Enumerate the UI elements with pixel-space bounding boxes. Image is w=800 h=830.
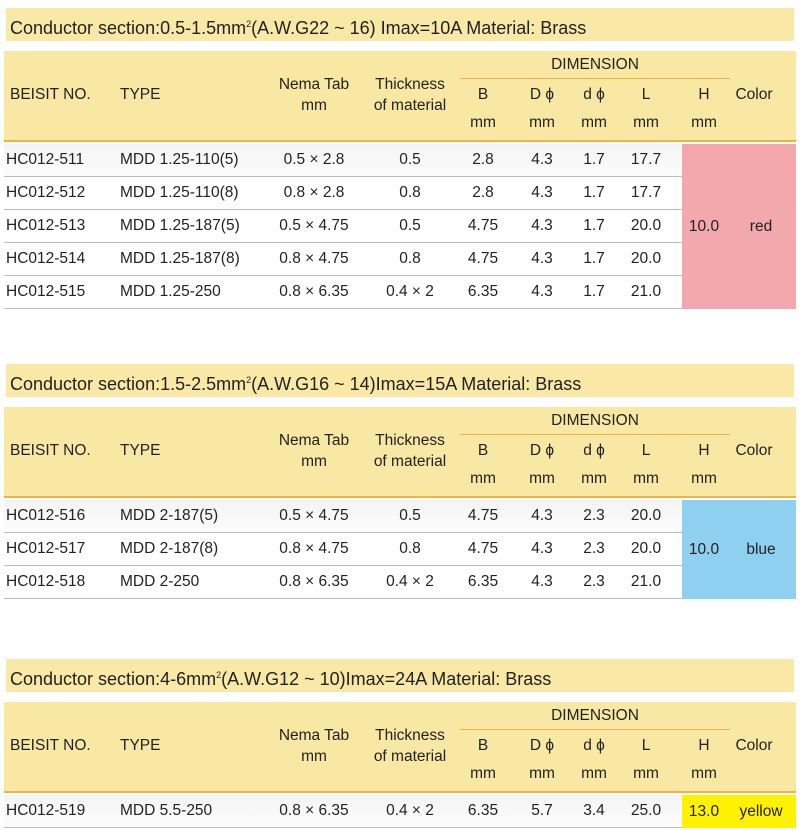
h-value: 10.0 (688, 540, 720, 558)
cell-l: 20.0 (630, 540, 662, 557)
dimension-underline (460, 729, 730, 730)
header-unit-mm: mm (529, 470, 555, 487)
cell-nema-tab: 0.8 × 6.35 (279, 802, 349, 819)
header-unit-mm: mm (470, 114, 496, 131)
cell-type: MDD 1.25-110(5) (120, 151, 239, 168)
cell-thickness: 0.8 (399, 184, 421, 201)
cell-D-phi: 4.3 (531, 283, 553, 300)
header-l: L (641, 442, 651, 459)
header-color: Color (735, 442, 773, 459)
header-l: L (641, 86, 651, 103)
cell-D-phi: 4.3 (531, 217, 553, 234)
cell-beisit-no: HC012-512 (6, 184, 86, 201)
header-type: TYPE (120, 86, 161, 103)
header-nema-tab-unit: mm (301, 97, 327, 114)
table-header (4, 407, 796, 498)
section-title (6, 659, 794, 692)
cell-type: MDD 2-187(5) (120, 507, 219, 524)
cell-nema-tab: 0.5 × 2.8 (283, 151, 345, 168)
header-h: H (698, 86, 710, 103)
table-header (4, 51, 796, 142)
header-unit-mm: mm (529, 114, 555, 131)
cell-l: 20.0 (630, 217, 662, 234)
table-row (4, 500, 682, 533)
title-superscript: 2 (246, 375, 252, 385)
cell-d-phi: 1.7 (583, 217, 605, 234)
cell-D-phi: 4.3 (531, 573, 553, 590)
title-superscript: 2 (246, 19, 252, 29)
header-l: L (641, 737, 651, 754)
table-row (4, 276, 682, 309)
header-type: TYPE (120, 737, 161, 754)
cell-beisit-no: HC012-513 (6, 217, 86, 234)
cell-b: 4.75 (467, 507, 499, 524)
dimension-underline (460, 434, 730, 435)
header-nema-tab: Nema Tab (278, 432, 350, 449)
cell-l: 21.0 (630, 283, 662, 300)
header-unit-mm: mm (529, 765, 555, 782)
header-thickness-material: of material (373, 97, 447, 114)
cell-D-phi: 4.3 (531, 151, 553, 168)
cell-thickness: 0.4 × 2 (386, 573, 434, 590)
cell-beisit-no: HC012-517 (6, 540, 86, 557)
cell-l: 21.0 (630, 573, 662, 590)
cell-nema-tab: 0.8 × 4.75 (279, 540, 349, 557)
table-row (4, 210, 682, 243)
table-row (4, 566, 682, 599)
color-name: yellow (739, 802, 783, 820)
dimension-underline (460, 78, 730, 79)
cell-l: 25.0 (630, 802, 662, 819)
cell-d-phi: 2.3 (583, 507, 605, 524)
header-beisit-no: BEISIT NO. (10, 86, 91, 103)
cell-nema-tab: 0.8 × 6.35 (279, 573, 349, 590)
header-unit-mm: mm (470, 765, 496, 782)
color-name: red (749, 217, 773, 235)
header-dimension: DIMENSION (551, 707, 639, 724)
header-type: TYPE (120, 442, 161, 459)
header-thickness-material: of material (373, 748, 447, 765)
cell-nema-tab: 0.8 × 2.8 (283, 184, 345, 201)
cell-thickness: 0.5 (399, 507, 421, 524)
title-superscript: 2 (216, 670, 222, 680)
header-beisit-no: BEISIT NO. (10, 442, 91, 459)
color-swatch-cell (682, 500, 796, 599)
header-unit-mm: mm (633, 470, 659, 487)
cell-D-phi: 5.7 (531, 802, 553, 819)
header-h: H (698, 442, 710, 459)
color-swatch-cell (682, 144, 796, 309)
header-nema-tab-unit: mm (301, 453, 327, 470)
header-D-phi: D ϕ (529, 86, 555, 103)
section-title (6, 8, 794, 41)
header-nema-tab: Nema Tab (278, 76, 350, 93)
cell-b: 6.35 (467, 283, 499, 300)
header-thickness-material: of material (373, 453, 447, 470)
header-unit-mm: mm (633, 114, 659, 131)
cell-beisit-no: HC012-519 (6, 802, 86, 819)
table-row (4, 795, 682, 828)
header-beisit-no: BEISIT NO. (10, 737, 91, 754)
header-unit-mm: mm (691, 114, 717, 131)
header-unit-mm: mm (691, 765, 717, 782)
cell-type: MDD 5.5-250 (120, 802, 213, 819)
cell-b: 4.75 (467, 540, 499, 557)
header-b: B (477, 737, 489, 754)
cell-l: 17.7 (630, 151, 662, 168)
cell-thickness: 0.4 × 2 (386, 802, 434, 819)
header-b: B (477, 442, 489, 459)
header-unit-mm: mm (581, 765, 607, 782)
h-value: 13.0 (688, 802, 720, 820)
cell-b: 6.35 (467, 573, 499, 590)
table-row (4, 144, 682, 177)
cell-type: MDD 1.25-250 (120, 283, 221, 300)
cell-thickness: 0.5 (399, 217, 421, 234)
cell-b: 6.35 (467, 802, 499, 819)
header-color: Color (735, 737, 773, 754)
header-d-phi: d ϕ (583, 737, 605, 754)
table-row (4, 243, 682, 276)
header-D-phi: D ϕ (529, 442, 555, 459)
cell-thickness: 0.8 (399, 540, 421, 557)
cell-l: 17.7 (630, 184, 662, 201)
cell-nema-tab: 0.5 × 4.75 (279, 217, 349, 234)
header-nema-tab-unit: mm (301, 748, 327, 765)
cell-d-phi: 1.7 (583, 250, 605, 267)
cell-nema-tab: 0.8 × 6.35 (279, 283, 349, 300)
cell-D-phi: 4.3 (531, 507, 553, 524)
table-header (4, 702, 796, 793)
color-name: blue (746, 540, 776, 558)
cell-l: 20.0 (630, 507, 662, 524)
cell-D-phi: 4.3 (531, 540, 553, 557)
header-unit-mm: mm (633, 765, 659, 782)
cell-thickness: 0.5 (399, 151, 421, 168)
table-row (4, 177, 682, 210)
cell-d-phi: 1.7 (583, 184, 605, 201)
cell-D-phi: 4.3 (531, 250, 553, 267)
cell-beisit-no: HC012-511 (6, 151, 85, 168)
cell-d-phi: 1.7 (583, 283, 605, 300)
cell-b: 2.8 (472, 151, 494, 168)
cell-b: 4.75 (467, 217, 499, 234)
header-unit-mm: mm (581, 470, 607, 487)
title-text-rest: (A.W.G16 ~ 14)Imax=15A Material: Brass (251, 374, 582, 394)
title-text-rest: (A.W.G12 ~ 10)Imax=24A Material: Brass (221, 669, 552, 689)
header-dimension: DIMENSION (551, 412, 639, 429)
header-nema-tab: Nema Tab (278, 727, 350, 744)
cell-d-phi: 3.4 (583, 802, 605, 819)
cell-thickness: 0.4 × 2 (386, 283, 434, 300)
cell-l: 20.0 (630, 250, 662, 267)
header-dimension: DIMENSION (551, 56, 639, 73)
cell-thickness: 0.8 (399, 250, 421, 267)
cell-d-phi: 2.3 (583, 573, 605, 590)
header-b: B (477, 86, 489, 103)
cell-type: MDD 2-187(8) (120, 540, 219, 557)
cell-beisit-no: HC012-516 (6, 507, 86, 524)
cell-d-phi: 1.7 (583, 151, 605, 168)
title-text-rest: (A.W.G22 ~ 16) Imax=10A Material: Brass (251, 18, 587, 38)
cell-type: MDD 2-250 (120, 573, 200, 590)
cell-d-phi: 2.3 (583, 540, 605, 557)
color-swatch-cell (682, 795, 796, 828)
cell-b: 4.75 (467, 250, 499, 267)
header-d-phi: d ϕ (583, 86, 605, 103)
cell-nema-tab: 0.8 × 4.75 (279, 250, 349, 267)
cell-beisit-no: HC012-518 (6, 573, 86, 590)
h-value: 10.0 (688, 217, 720, 235)
header-h: H (698, 737, 710, 754)
header-d-phi: d ϕ (583, 442, 605, 459)
cell-nema-tab: 0.5 × 4.75 (279, 507, 349, 524)
header-unit-mm: mm (691, 470, 717, 487)
header-D-phi: D ϕ (529, 737, 555, 754)
cell-type: MDD 1.25-187(8) (120, 250, 240, 267)
header-unit-mm: mm (470, 470, 496, 487)
header-thickness: Thickness (375, 432, 445, 449)
cell-b: 2.8 (472, 184, 494, 201)
header-color: Color (735, 86, 773, 103)
cell-beisit-no: HC012-515 (6, 283, 86, 300)
table-row (4, 533, 682, 566)
cell-beisit-no: HC012-514 (6, 250, 86, 267)
cell-type: MDD 1.25-110(8) (120, 184, 239, 201)
header-thickness: Thickness (375, 727, 445, 744)
section-title (6, 364, 794, 397)
header-unit-mm: mm (581, 114, 607, 131)
cell-type: MDD 1.25-187(5) (120, 217, 240, 234)
header-thickness: Thickness (375, 76, 445, 93)
title-text: Conductor section:0.5-1.5mm (10, 18, 247, 38)
title-text: Conductor section:4-6mm (10, 669, 217, 689)
title-text: Conductor section:1.5-2.5mm (10, 374, 247, 394)
cell-D-phi: 4.3 (531, 184, 553, 201)
